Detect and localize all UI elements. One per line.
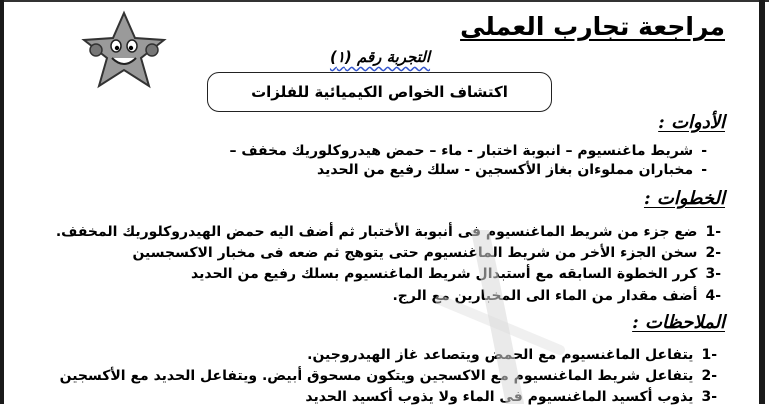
page-frame-top: [0, 0, 769, 2]
bullet-dash: -: [701, 162, 707, 178]
bullet-dash: -: [701, 143, 707, 159]
experiment-title-box: [207, 72, 552, 112]
experiment-title: اكتشاف الخواص الكيميائية للفلزات: [251, 83, 508, 101]
observation-item: -2يتفاعل شريط الماغنسيوم مع الاكسجين ويتكون مسحوق أبيض. ويتفاعل الحديد مع الأكسجين: [59, 368, 717, 384]
page-title: مراجعة تجارب العملى: [460, 12, 725, 41]
step-item: -1ضع جزء من شريط الماغنسيوم فى أنبوبة الأختبار ثم أضف اليه حمض الهيدروكلوريك المخفف.: [55, 224, 721, 240]
watermark-graphic: [420, 230, 580, 404]
observations-heading: الملاحظات :: [632, 312, 725, 333]
observation-item: -3يذوب أكسيد الماغنسيوم فى الماء ولا يذوب أكسيد الحديد: [305, 389, 717, 405]
tools-heading: الأدوات :: [658, 112, 725, 133]
tools-item: -شريط ماغنسيوم – انبوبة اختبار - ماء – حمض هيدروكلوريك مخفف –: [229, 143, 707, 159]
page-frame-left: [0, 0, 4, 404]
tools-item: -مخباران مملوءان بغاز الأكسجين - سلك رفيع من الحديد: [317, 162, 707, 178]
step-item: -3كرر الخطوة السابقه مع أستبدال شريط الماغنسيوم بسلك رفيع من الحديد: [191, 266, 721, 282]
page-frame-right: [759, 0, 765, 404]
experiment-number: التجربة رقم (١): [329, 48, 431, 66]
observation-item: -1يتفاعل الماغنسيوم مع الحمض ويتصاعد غاز الهيدروجين.: [307, 347, 717, 363]
step-item: -2سخن الجزء الأخر من شريط الماغنسيوم حتى يتوهج ثم ضعه فى مخبار الاكسجسين: [132, 245, 721, 261]
step-item: -4أضف مقدار من الماء الى المخبارين مع الرج.: [392, 288, 721, 304]
smiling-star-icon: [78, 10, 170, 92]
steps-heading: الخطوات :: [643, 188, 725, 209]
